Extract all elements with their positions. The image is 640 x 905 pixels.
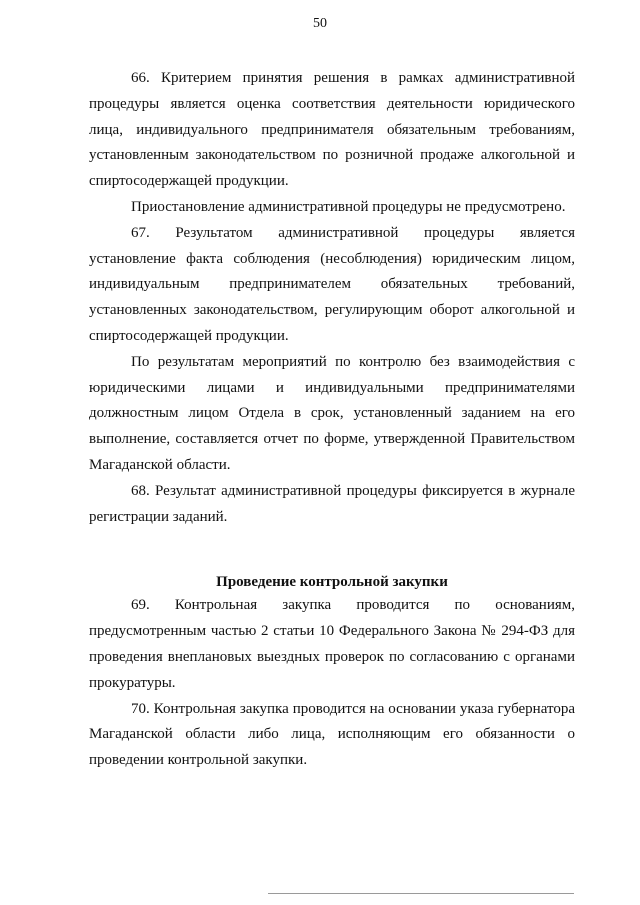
- paragraph-69: 69. Контрольная закупка проводится по основаниям, предусмотренным частью 2 статьи 10 Федерального Закона № 294-ФЗ для проведения внеплановых выездных проверок по согласованию с органами прокуратуры.: [89, 597, 575, 691]
- paragraph-suspension: Приостановление административной процедуры не предусмотрено.: [131, 198, 566, 215]
- paragraph-report: По результатам мероприятий по контролю без взаимодействия с юридическими лицами и индивидуальными предпринимателями должностным лицом Отдела в срок, установленный заданием на его выполнение, составляется отчет по форме, утвержденной Правительством Магаданской области.: [89, 353, 575, 473]
- paragraph-70: 70. Контрольная закупка проводится на основании указа губернатора Магаданской области либо лица, исполняющим его обязанности о проведении контрольной закупки.: [89, 700, 575, 769]
- document-body: [89, 66, 575, 774]
- paragraph-66: 66. Критерием принятия решения в рамках административной процедуры является оценка соответствия деятельности юридического лица, индивидуального предпринимателя обязательным требованиям, установленным законодательством по розничной продаже алкогольной и спиртосодержащей продукции.: [89, 70, 575, 190]
- page-number: 50: [313, 16, 327, 31]
- footer-rule: [268, 893, 574, 894]
- paragraph-68: 68. Результат административной процедуры фиксируется в журнале регистрации заданий.: [89, 482, 575, 525]
- section-heading: Проведение контрольной закупки: [216, 574, 448, 591]
- paragraph-67: 67. Результатом административной процедуры является установление факта соблюдения (несоблюдения) юридическим лицом, индивидуальным предпринимателем обязательных требований, установленных законодательством, регулирующим оборот алкогольной и спиртосодержащей продукции.: [89, 224, 575, 344]
